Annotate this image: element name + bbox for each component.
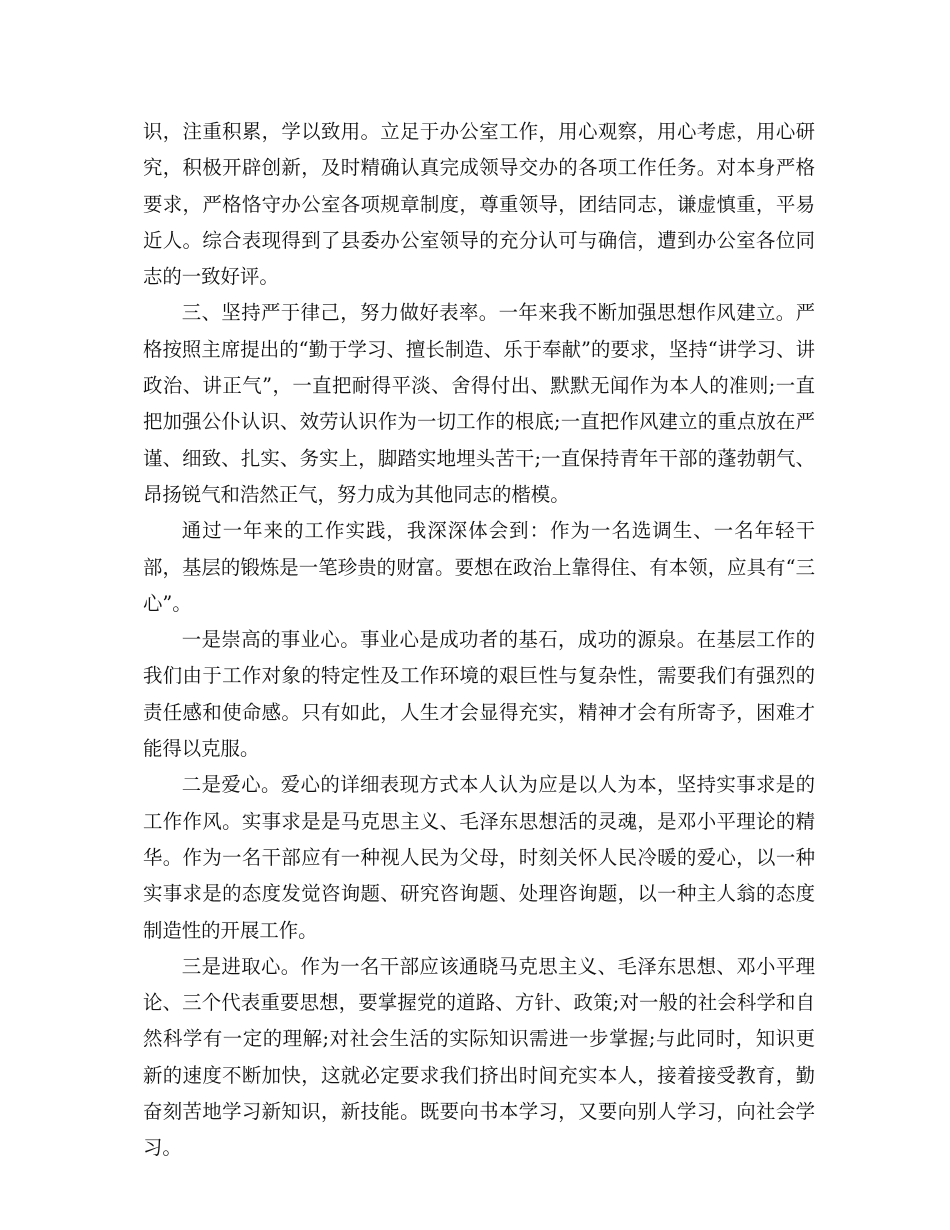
paragraph-1: 识，注重积累，学以致用。立足于办公室工作，用心观察，用心考虑，用心研究，积极开辟创新，及时精确认真完成领导交办的各项工作任务。对本身严格要求，严格恪守办公室各项规章制度，尊重领导，团结同志，谦虚慎重，平易近人。综合表现得到了县委办公室领导的充分认可与确信，遭到办公室各位同志的一致好评。 — [143, 120, 815, 289]
paragraph-3: 通过一年来的工作实践，我深深体会到：作为一名选调生、一名年轻干部，基层的锻炼是一笔珍贵的财富。要想在政治上靠得住、有本领，应具有“三心”。 — [143, 519, 815, 615]
paragraph-2: 三、坚持严于律己，努力做好表率。一年来我不断加强思想作风建立。严格按照主席提出的“勤于学习、擅长制造、乐于奉献”的要求，坚持“讲学习、讲政治、讲正气”，一直把耐得平淡、舍得付出、默默无闻作为本人的准则;一直把加强公仆认识、效劳认识作为一切工作的根底;一直把作风建立的重点放在严谨、细致、扎实、务实上，脚踏实地埋头苦干;一直保持青年干部的蓬勃朝气、昂扬锐气和浩然正气，努力成为其他同志的楷模。 — [143, 301, 815, 506]
paragraph-4: 一是崇高的事业心。事业心是成功者的基石，成功的源泉。在基层工作的我们由于工作对象的特定性及工作环境的艰巨性与复杂性，需要我们有强烈的责任感和使命感。只有如此，人生才会显得充实，精神才会有所寄予，困难才能得以克服。 — [143, 628, 815, 761]
document-body — [143, 114, 815, 1167]
paragraph-5: 二是爱心。爱心的详细表现方式本人认为应是以人为本，坚持实事求是的工作作风。实事求是是马克思主义、毛泽东思想活的灵魂，是邓小平理论的精华。作为一名干部应有一种视人民为父母，时刻关怀人民冷暖的爱心，以一种实事求是的态度发觉咨询题、研究咨询题、处理咨询题，以一种主人翁的态度制造性的开展工作。 — [143, 773, 815, 942]
paragraph-6: 三是进取心。作为一名干部应该通晓马克思主义、毛泽东思想、邓小平理论、三个代表重要思想，要掌握党的道路、方针、政策;对一般的社会科学和自然科学有一定的理解;对社会生活的实际知识需进一步掌握;与此同时，知识更新的速度不断加快，这就必定要求我们挤出时间充实本人，接着接受教育，勤奋刻苦地学习新知识，新技能。既要向书本学习，又要向别人学习，向社会学习。 — [143, 954, 815, 1160]
